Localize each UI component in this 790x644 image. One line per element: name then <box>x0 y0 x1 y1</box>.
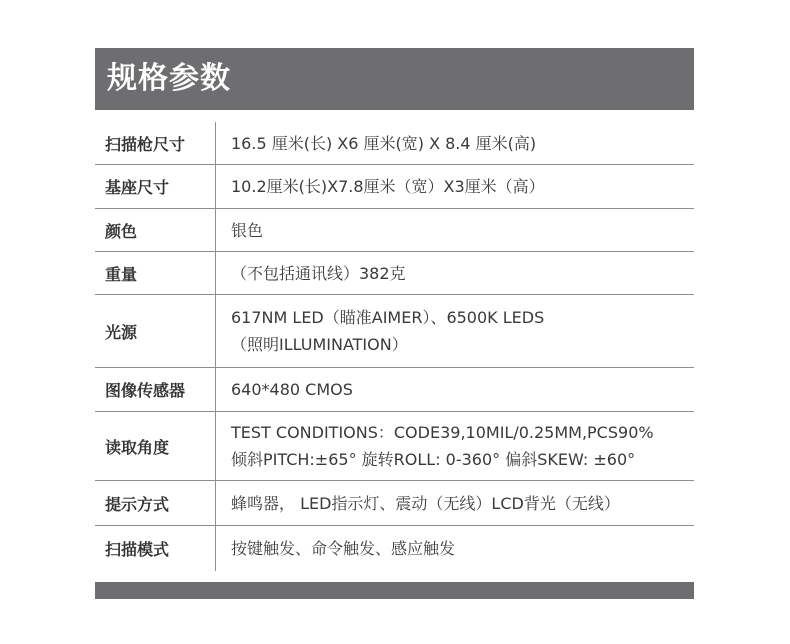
spec-value-line: 617NM LED（瞄准AIMER）、6500K LEDS <box>231 308 545 327</box>
page-title: 规格参数 <box>107 61 231 96</box>
spec-label: 光源 <box>105 322 138 342</box>
spec-value <box>215 368 694 411</box>
spec-value-line: 16.5 厘米(长) X6 厘米(宽) X 8.4 厘米(高) <box>231 133 537 153</box>
spec-value-line: TEST CONDITIONS：CODE39,10MIL/0.25MM,PCS90% <box>231 423 654 442</box>
spec-row-scan-mode <box>95 526 694 571</box>
spec-value <box>215 481 694 525</box>
spec-row-scanner-size <box>95 122 694 165</box>
spec-row-image-sensor <box>95 368 694 412</box>
spec-row-read-angle <box>95 412 694 481</box>
spec-value-line: 10.2厘米(长)X7.8厘米（宽）X3厘米（高） <box>231 177 545 196</box>
spec-row-prompt-mode <box>95 481 694 526</box>
spec-label: 基座尺寸 <box>105 178 170 197</box>
spec-value <box>215 526 694 571</box>
spec-value-line: 倾斜PITCH:±65° 旋转ROLL: 0-360° 偏斜SKEW: ±60° <box>231 450 636 469</box>
footer-bar <box>95 582 694 599</box>
spec-header-bar <box>95 48 694 110</box>
spec-row-base-size <box>95 165 694 209</box>
spec-label: 读取角度 <box>105 437 170 457</box>
spec-label: 图像传感器 <box>105 381 186 400</box>
spec-label: 颜色 <box>105 221 138 241</box>
spec-value-line: 640*480 CMOS <box>231 380 353 399</box>
spec-value-line: 按键触发、命令触发、感应触发 <box>231 539 456 558</box>
spec-value-line: 蜂鸣器， LED指示灯、震动（无线）LCD背光（无线） <box>231 493 620 513</box>
spec-label: 扫描模式 <box>105 540 170 559</box>
spec-row-color <box>95 209 694 252</box>
spec-value <box>215 165 694 208</box>
spec-value <box>215 295 694 367</box>
spec-value-line: （不包括通讯线）382克 <box>231 263 406 283</box>
spec-label: 提示方式 <box>105 494 170 514</box>
spec-value <box>215 252 694 294</box>
spec-value-line: 银色 <box>231 220 264 240</box>
spec-value-line: （照明ILLUMINATION） <box>231 335 408 354</box>
spec-row-weight <box>95 252 694 295</box>
spec-table <box>95 122 694 571</box>
spec-value <box>215 209 694 251</box>
spec-label: 扫描枪尺寸 <box>105 134 186 154</box>
spec-value <box>215 122 694 164</box>
spec-label: 重量 <box>105 264 138 284</box>
spec-row-light-source <box>95 295 694 368</box>
spec-value <box>215 412 694 480</box>
